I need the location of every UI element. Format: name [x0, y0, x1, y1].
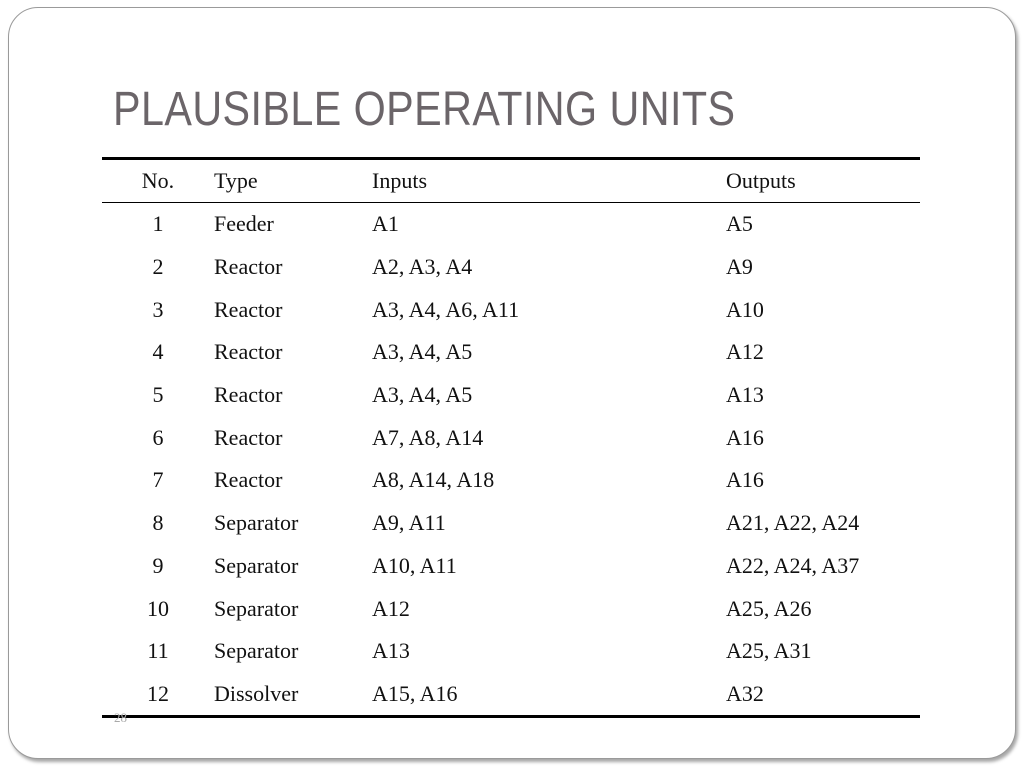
table-row: [102, 587, 920, 630]
cell-type: Reactor: [214, 339, 283, 365]
table-row: [102, 246, 920, 289]
cell-no: 6: [152, 424, 164, 450]
header-inputs: Inputs: [372, 168, 427, 193]
cell-outputs: A5: [726, 211, 753, 237]
cell-inputs: A3, A4, A5: [372, 382, 473, 408]
cell-type: Separator: [214, 552, 299, 578]
operating-units-table: [102, 157, 920, 718]
table-row: [102, 331, 920, 374]
cell-outputs: A32: [726, 680, 764, 706]
cell-type: Separator: [214, 595, 299, 621]
cell-inputs: A9, A11: [372, 510, 446, 536]
cell-outputs: A13: [726, 382, 764, 408]
cell-outputs: A10: [726, 296, 764, 322]
cell-inputs: A8, A14, A18: [372, 467, 495, 493]
header-outputs: Outputs: [726, 168, 796, 193]
table-row: [102, 459, 920, 502]
cell-inputs: A7, A8, A14: [372, 424, 484, 450]
table-row: [102, 502, 920, 545]
page-number: 28: [114, 710, 127, 725]
cell-no: 2: [152, 254, 164, 280]
table-row: [102, 673, 920, 717]
cell-outputs: A25, A31: [726, 638, 812, 664]
cell-outputs: A16: [726, 424, 764, 450]
cell-inputs: A3, A4, A5: [372, 339, 473, 365]
header-no: No.: [141, 168, 175, 193]
cell-outputs: A9: [726, 254, 753, 280]
cell-no: 3: [152, 296, 164, 322]
cell-no: 4: [152, 339, 164, 365]
cell-no: 7: [152, 467, 164, 493]
cell-type: Reactor: [214, 296, 283, 322]
cell-type: Reactor: [214, 467, 283, 493]
header-type: Type: [214, 168, 258, 193]
cell-no: 10: [147, 595, 169, 621]
cell-no: 11: [147, 638, 169, 664]
cell-type: Separator: [214, 510, 299, 536]
cell-type: Feeder: [214, 211, 274, 237]
cell-no: 8: [152, 510, 164, 536]
cell-no: 1: [152, 211, 164, 237]
cell-type: Separator: [214, 638, 299, 664]
cell-inputs: A10, A11: [372, 552, 457, 578]
cell-inputs: A3, A4, A6, A11: [372, 296, 520, 322]
cell-inputs: A2, A3, A4: [372, 254, 473, 280]
cell-inputs: A1: [372, 211, 399, 237]
cell-no: 9: [152, 552, 164, 578]
table-row: [102, 288, 920, 331]
slide-title: PLAUSIBLE OPERATING UNITS: [113, 83, 736, 136]
cell-no: 5: [152, 382, 164, 408]
cell-type: Dissolver: [214, 680, 299, 706]
table-row: [102, 545, 920, 588]
cell-outputs: A22, A24, A37: [726, 552, 860, 578]
table-row: [102, 416, 920, 459]
cell-outputs: A16: [726, 467, 764, 493]
table-row: [102, 374, 920, 417]
cell-inputs: A15, A16: [372, 680, 458, 706]
cell-type: Reactor: [214, 254, 283, 280]
cell-type: Reactor: [214, 424, 283, 450]
cell-type: Reactor: [214, 382, 283, 408]
cell-inputs: A12: [372, 595, 410, 621]
cell-inputs: A13: [372, 638, 410, 664]
table-row: [102, 203, 920, 246]
cell-outputs: A21, A22, A24: [726, 510, 860, 536]
cell-no: 12: [147, 680, 169, 706]
cell-outputs: A25, A26: [726, 595, 812, 621]
table-row: [102, 630, 920, 673]
table-header-row: [102, 159, 920, 203]
cell-outputs: A12: [726, 339, 764, 365]
